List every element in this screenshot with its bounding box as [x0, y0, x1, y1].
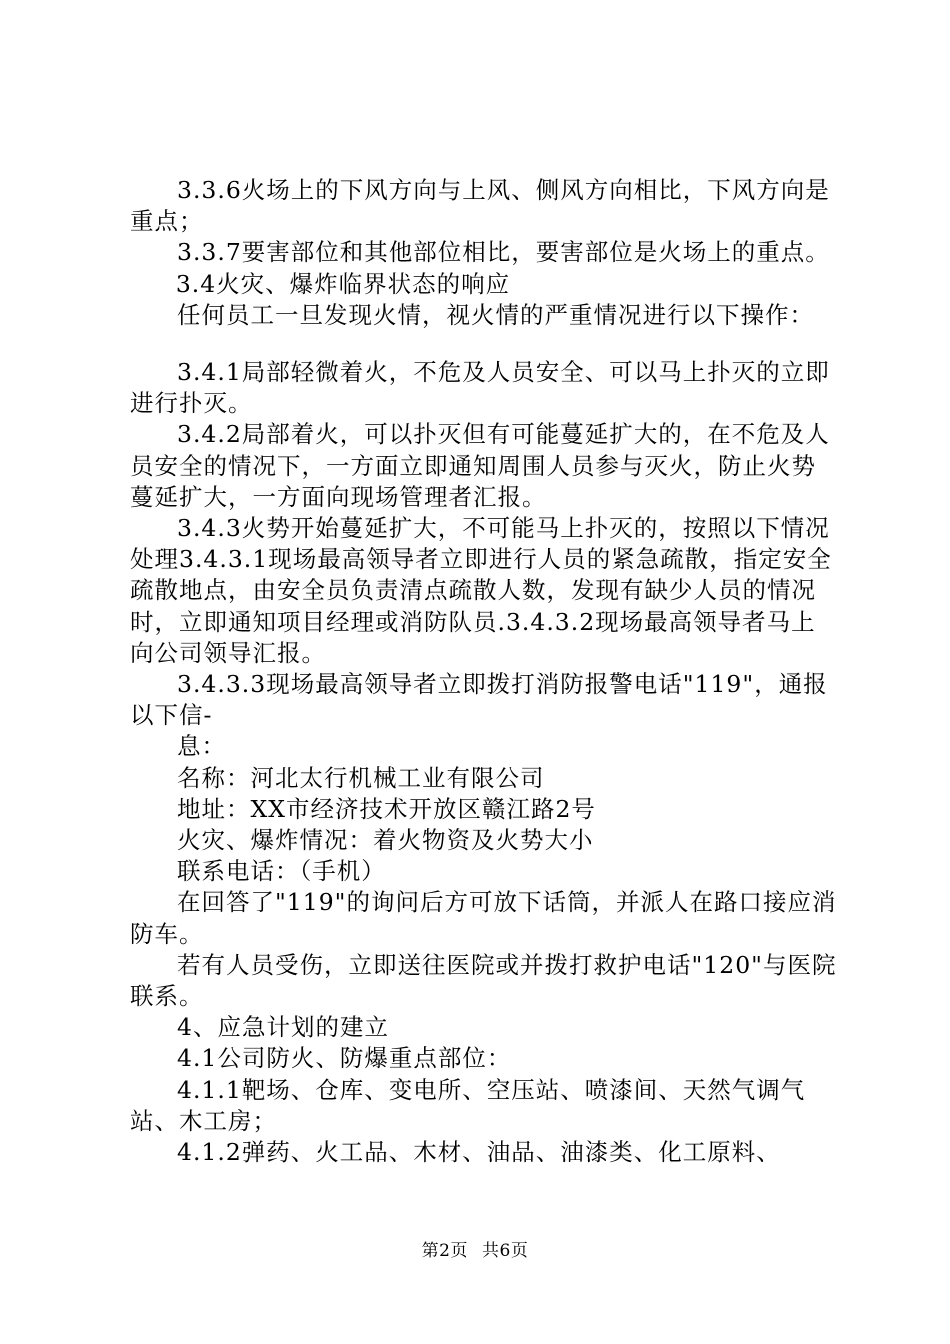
paragraph: 3.3.6火场上的下风方向与上风、侧风方向相比，下风方向是重点；	[130, 176, 830, 236]
paragraph: 在回答了"119"的询问后方可放下话筒，并派人在路口接应消防车。	[130, 888, 837, 948]
paragraph: 3.4.3.3现场最高领导者立即拨打消防报警电话"119"，通报以下信-	[130, 670, 828, 730]
info-line-name: 名称：河北太行机械工业有限公司	[177, 763, 545, 792]
info-line-situation: 火灾、爆炸情况：着火物资及火势大小	[177, 826, 594, 855]
paragraph: 3.4.1局部轻微着火，不危及人员安全、可以马上扑灭的立即进行扑灭。	[130, 358, 830, 418]
section-heading: 3.4火灾、爆炸临界状态的响应	[175, 269, 511, 298]
section-heading: 4.1公司防火、防爆重点部位：	[177, 1044, 512, 1073]
page-total: 共6页	[482, 1241, 529, 1261]
paragraph: 4.1.2弹药、火工品、木材、油品、油漆类、化工原料、	[177, 1138, 781, 1167]
info-line-phone: 联系电话：（手机）	[177, 857, 386, 886]
section-heading: 4、应急计划的建立	[177, 1013, 389, 1042]
page-footer	[0, 1240, 950, 1262]
paragraph: 4.1.1靶场、仓库、变电所、空压站、喷漆间、天然气调气站、木工房；	[130, 1075, 806, 1135]
info-line-address: 地址：XX市经济技术开放区赣江路2号	[177, 794, 596, 823]
paragraph: 息：	[177, 732, 226, 761]
paragraph: 任何员工一旦发现火情，视火情的严重情况进行以下操作：	[177, 300, 814, 329]
paragraph: 若有人员受伤，立即送往医院或并拨打救护电话"120"与医院联系。	[130, 950, 837, 1011]
page-number: 第2页	[421, 1241, 468, 1261]
paragraph: 3.4.3火势开始蔓延扩大，不可能马上扑灭的，按照以下情况处理3.4.3.1现场最高领导者立即进行人员的紧急疏散，指定安全疏散地点，由安全员负责清点疏散人数，发现有缺少人员的情况时，立即通知项目经理或消防队员.3.4.3.2现场最高领导者马上向公司领导汇报。	[130, 514, 832, 667]
paragraph: 3.4.2局部着火，可以扑灭但有可能蔓延扩大的，在不危及人员安全的情况下，一方面立即通知周围人员参与灭火，防止火势蔓延扩大，一方面向现场管理者汇报。	[130, 420, 830, 511]
document-body	[130, 175, 840, 1168]
paragraph: 3.3.7要害部位和其他部位相比，要害部位是火场上的重点。	[177, 238, 830, 267]
